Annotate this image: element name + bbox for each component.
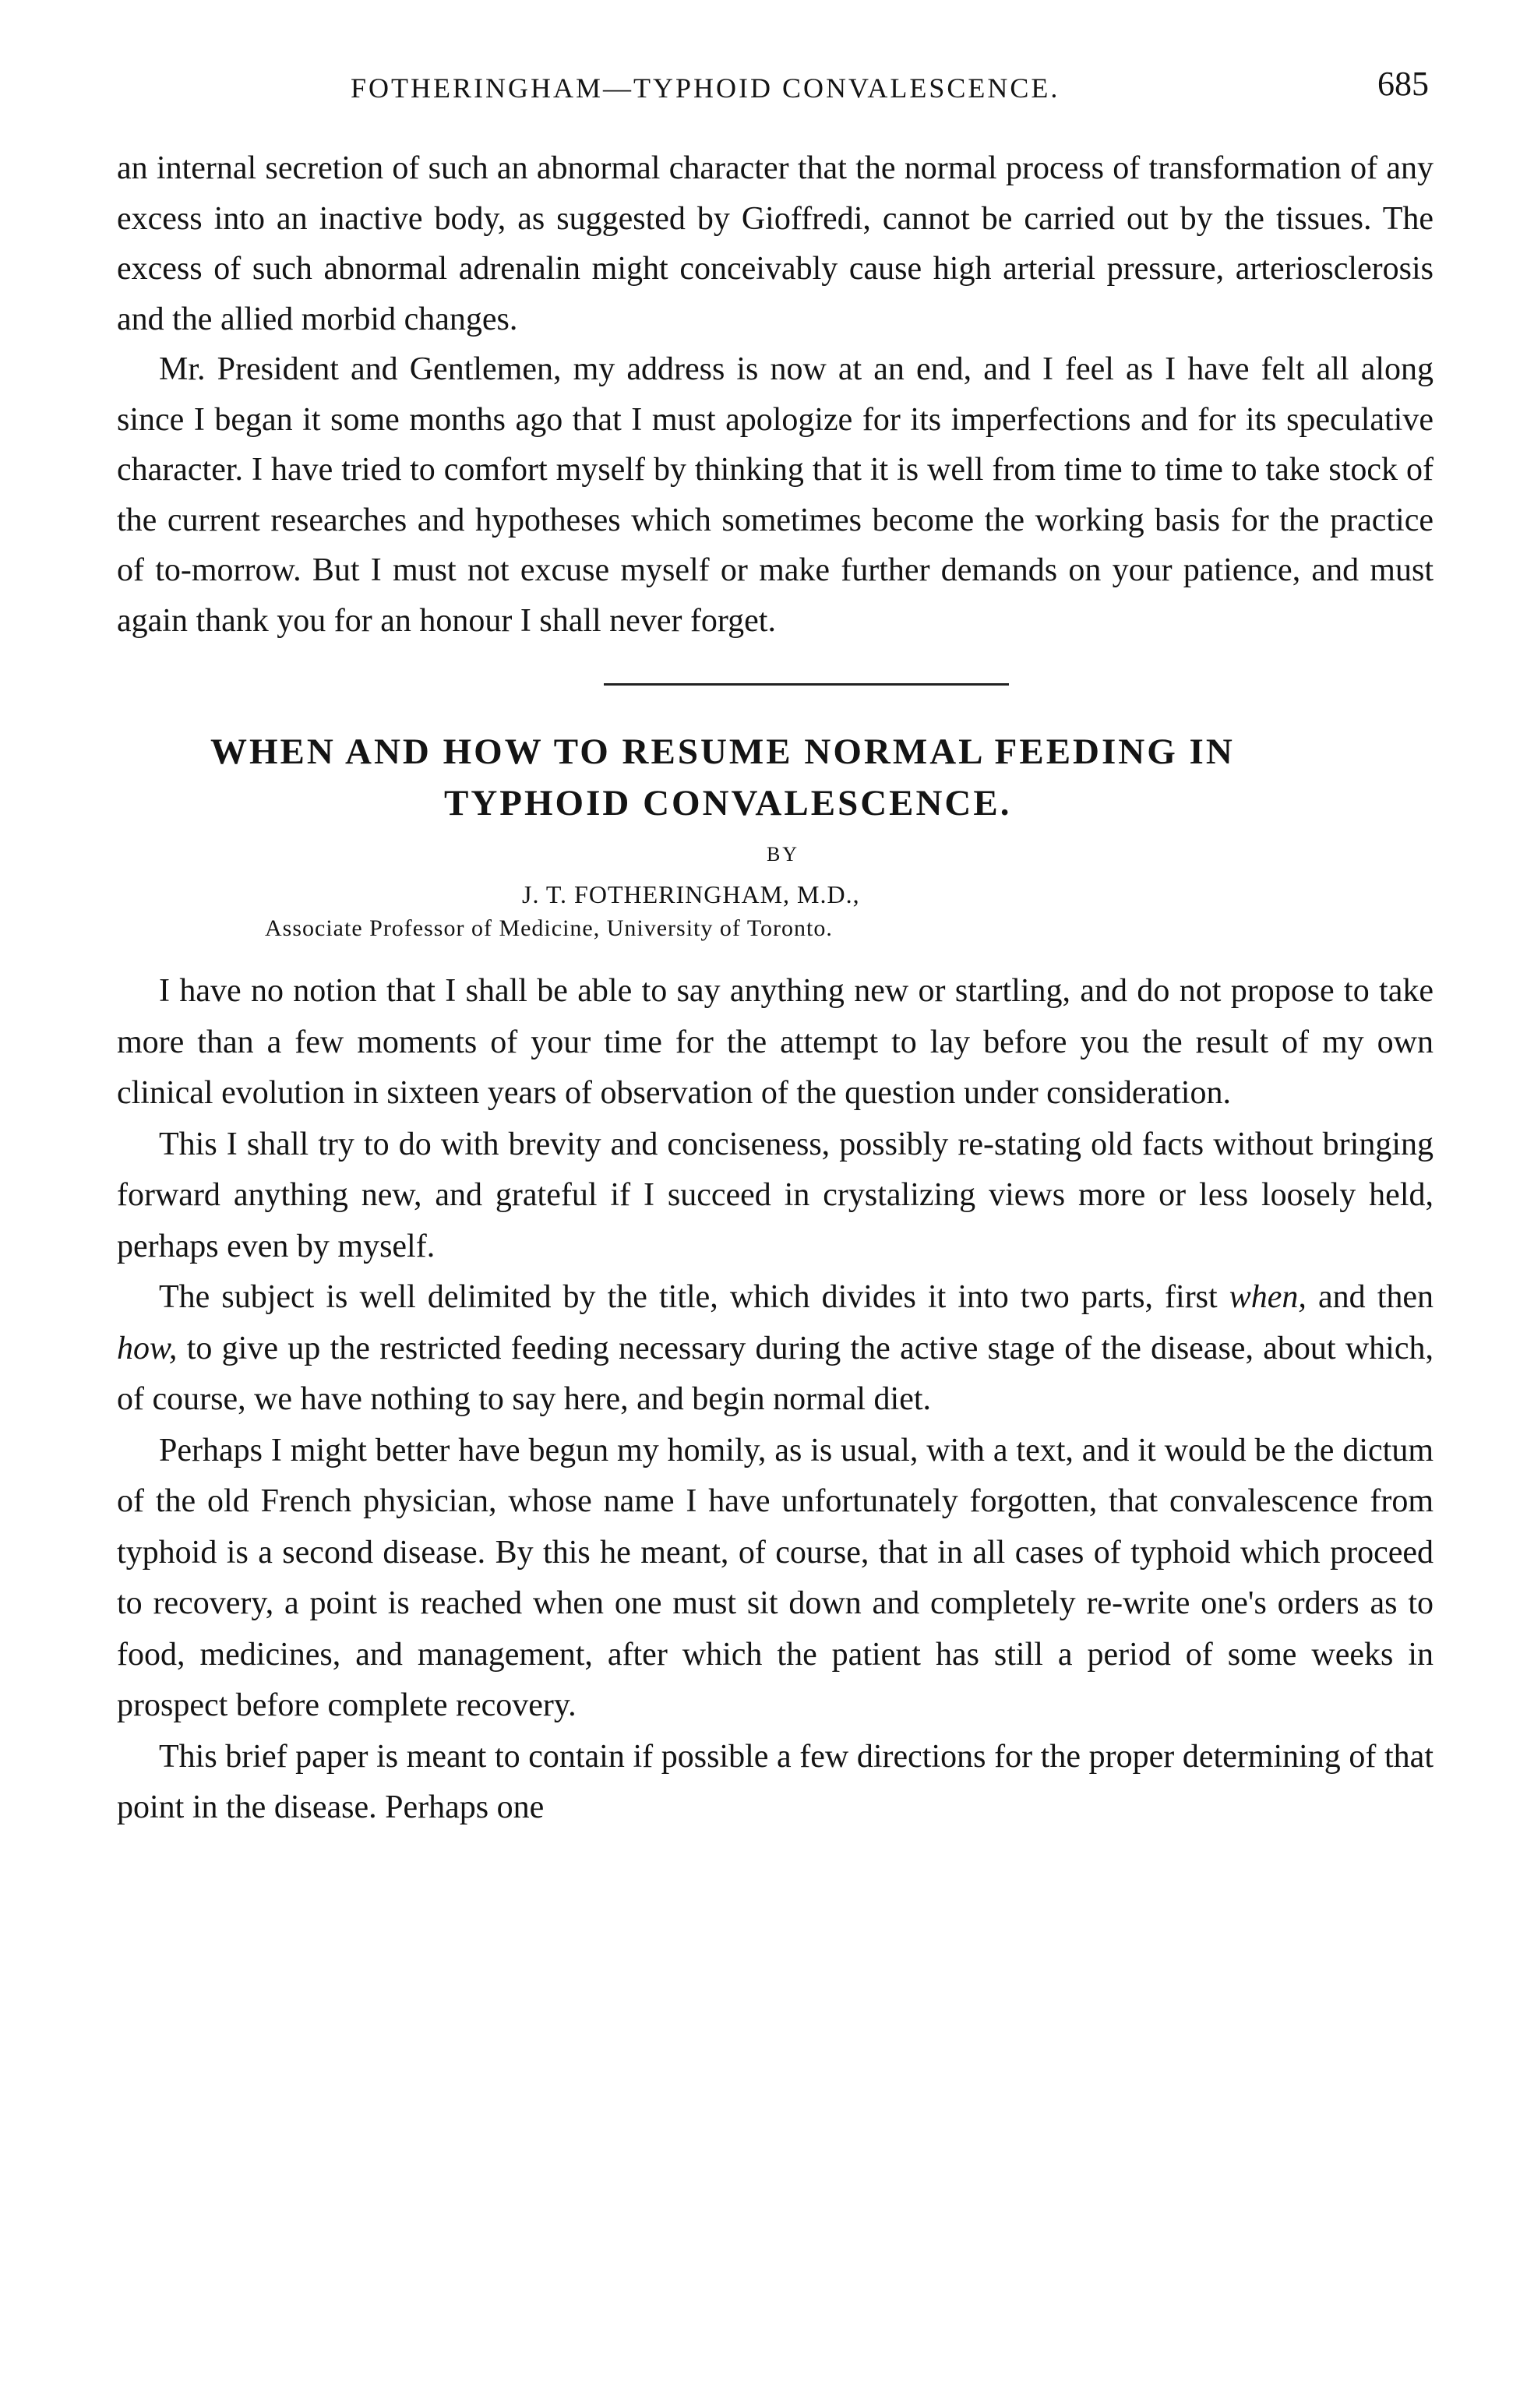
paragraph: Perhaps I might better have begun my homily, as is usual, with a text, and it would be the dictum of the old French physician, whose name I have unfortunately forgotten, that convalescence from typhoid is a second disease. By this he meant, of course, that in all cases of typhoid which proceed to recovery, a point is reached when one must sit down and completely re-write one's orders as to food, medicines, and management, after which the patient has still a period of some weeks in prospect before complete recovery. (117, 1432, 1434, 1723)
paragraph: This I shall try to do with brevity and conciseness, possibly re-stating old facts without bringing forward anything new, and grateful if I succeed in crystalizing views more or less loosely held, perhaps even by myself. (117, 1126, 1434, 1264)
text-run: to give up the restricted feeding necessary during the active stage of the disease, about which, of course, we have nothing to say here, and begin normal diet. (117, 1330, 1434, 1417)
text-run: The subject is well delimited by the title, which divides it into two parts, first (159, 1279, 1229, 1315)
italic-term-how: how, (117, 1330, 178, 1366)
author-affiliation: Associate Professor of Medicine, University of Toronto. (265, 915, 833, 941)
paragraph (117, 1272, 1434, 1426)
article-body (117, 966, 1434, 1834)
paragraph: This brief paper is meant to contain if possible a few directions for the proper determining of that point in the disease. Perhaps one (117, 1738, 1434, 1825)
byline-by: BY (766, 843, 800, 866)
article-heading (117, 726, 1434, 946)
article-title-line: TYPHOID CONVALESCENCE. (444, 783, 1012, 823)
book-page (117, 55, 1434, 1834)
paragraph: Mr. President and Gentlemen, my address is now at an end, and I feel as I have felt all along since I began it some months ago that I must apologize for its imperfections and for its speculative character. I have tried to comfort myself by thinking that it is well from time to time to take stock of the current researches and hypotheses which sometimes become the working basis for the practice of to-morrow. But I must not excuse myself or make further demands on your patience, and must again thank you for an honour I shall never forget. (117, 351, 1434, 639)
paragraph: an internal secretion of such an abnormal character that the normal process of transformation of any excess into an inactive body, as suggested by Gioffredi, cannot be carried out by the tissues. The excess of such abnormal adrenalin might conceivably cause high arterial pressure, arteriosclerosis and the allied morbid changes. (117, 150, 1434, 337)
italic-term-when: when, (1229, 1279, 1307, 1315)
page-number: 685 (1377, 65, 1429, 103)
author-name: J. T. FOTHERINGHAM, M.D., (522, 880, 860, 908)
running-head (117, 55, 1434, 109)
article-title (117, 726, 1434, 829)
running-title: FOTHERINGHAM—TYPHOID CONVALESCENCE. (351, 72, 1060, 104)
text-run: and then (1306, 1279, 1434, 1315)
paragraph: I have no notion that I shall be able to say anything new or startling, and do not propose to take more than a few moments of your time for the attempt to lay before you the result of my own clinical evolution in sixteen years of observation of the question under consideration. (117, 973, 1434, 1111)
section-divider (604, 683, 1009, 686)
article-title-line: WHEN AND HOW TO RESUME NORMAL FEEDING IN (210, 732, 1235, 772)
previous-article-text (117, 143, 1434, 646)
